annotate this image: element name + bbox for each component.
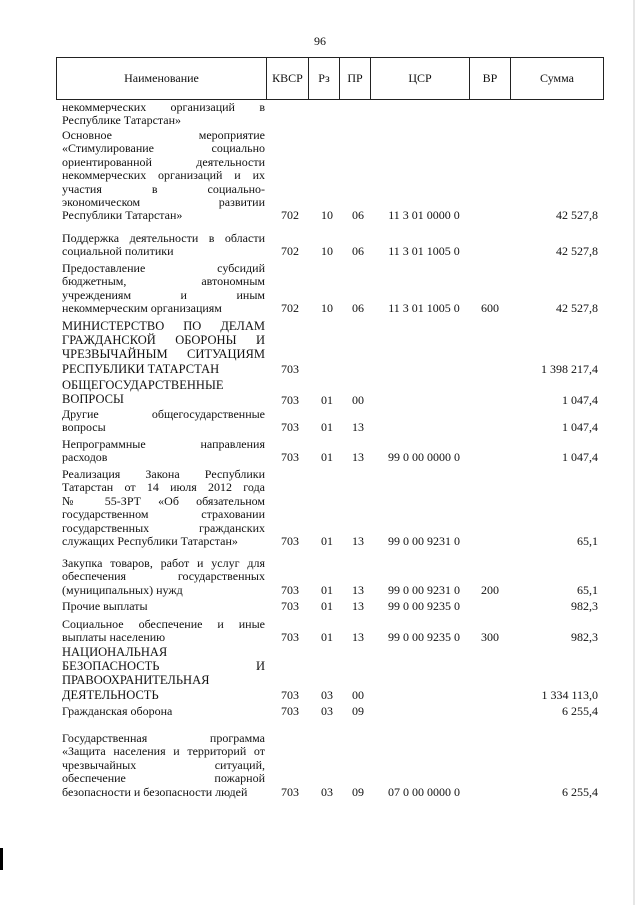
cell-csr: 11 3 01 0000 0 bbox=[388, 208, 460, 223]
cell-rz: 01 bbox=[321, 533, 333, 548]
cell-rz: 01 bbox=[321, 630, 333, 645]
cell-pr: 13 bbox=[352, 533, 364, 548]
row-name-line: некоммерческим организациям bbox=[62, 301, 222, 316]
row-name-line: Гражданская оборона bbox=[62, 704, 173, 718]
row-name bbox=[62, 600, 265, 613]
row-name-line: выплаты населению bbox=[62, 630, 166, 645]
row-name-line: Республики Татарстан» bbox=[62, 208, 183, 223]
cell-kvsr: 703 bbox=[281, 533, 299, 548]
cell-sum: 982,3 bbox=[571, 630, 598, 645]
row-name bbox=[62, 379, 265, 407]
row-name-line: ГРАЖДАНСКОЙ ОБОРОНЫ И bbox=[62, 333, 265, 348]
row-name-line: обеспечение пожарной bbox=[62, 771, 265, 786]
cell-pr: 00 bbox=[352, 392, 364, 407]
row-name-line: НАЦИОНАЛЬНАЯ bbox=[62, 645, 168, 659]
header-pr: ПР bbox=[340, 58, 371, 100]
cell-pr: 06 bbox=[352, 301, 364, 316]
table-row bbox=[0, 262, 640, 316]
table-row bbox=[0, 557, 640, 597]
cell-kvsr: 703 bbox=[281, 362, 299, 377]
cell-kvsr: 702 bbox=[281, 301, 299, 316]
cell-kvsr: 703 bbox=[281, 784, 299, 799]
table-row bbox=[0, 468, 640, 548]
cell-pr: 00 bbox=[352, 688, 364, 703]
cell-rz: 03 bbox=[321, 688, 333, 703]
row-name-line: некоммерческих организаций в bbox=[62, 100, 265, 114]
cell-pr: 06 bbox=[352, 244, 364, 259]
row-name bbox=[62, 557, 265, 597]
cell-sum: 6 255,4 bbox=[562, 703, 598, 718]
cell-vr: 300 bbox=[481, 630, 499, 645]
row-name bbox=[62, 438, 265, 465]
cell-pr: 13 bbox=[352, 598, 364, 613]
cell-kvsr: 702 bbox=[281, 208, 299, 223]
row-name-line: «Стимулирование социально bbox=[62, 141, 265, 156]
cell-csr: 11 3 01 1005 0 bbox=[388, 244, 460, 259]
table-row bbox=[0, 129, 640, 223]
cell-rz: 10 bbox=[321, 208, 333, 223]
table-row bbox=[0, 101, 640, 128]
header-name: Наименование bbox=[57, 58, 267, 100]
row-name-line: обеспечения государственных bbox=[62, 569, 265, 584]
row-name bbox=[62, 101, 265, 128]
header-rz: Рз bbox=[309, 58, 340, 100]
row-name-line: ЧРЕЗВЫЧАЙНЫМ СИТУАЦИЯМ bbox=[62, 347, 265, 362]
cell-csr: 99 0 00 0000 0 bbox=[388, 450, 460, 465]
cell-pr: 06 bbox=[352, 208, 364, 223]
cell-kvsr: 703 bbox=[281, 630, 299, 645]
row-name-line: Прочие выплаты bbox=[62, 599, 148, 613]
row-name-line: «Защита населения и территорий от bbox=[62, 744, 265, 759]
row-name-line: БЕЗОПАСНОСТЬ И bbox=[62, 659, 265, 674]
cell-csr: 07 0 00 0000 0 bbox=[388, 784, 460, 799]
row-name-line: государственных гражданских bbox=[62, 520, 265, 535]
cell-sum: 42 527,8 bbox=[556, 244, 598, 259]
header-kvsr: КВСР bbox=[267, 58, 309, 100]
row-name-line: Социальное обеспечение и иные bbox=[62, 617, 265, 631]
row-name-line: служащих Республики Татарстан» bbox=[62, 533, 238, 548]
cell-pr: 13 bbox=[352, 420, 364, 435]
cell-rz: 03 bbox=[321, 784, 333, 799]
row-name-line: участия в социально- bbox=[62, 181, 265, 196]
cell-sum: 65,1 bbox=[577, 582, 598, 597]
row-name-line: государственном страховании bbox=[62, 507, 265, 522]
cell-pr: 09 bbox=[352, 784, 364, 799]
cell-kvsr: 703 bbox=[281, 582, 299, 597]
row-name-line: Непрограммные направления bbox=[62, 437, 265, 451]
cell-pr: 09 bbox=[352, 703, 364, 718]
cell-kvsr: 703 bbox=[281, 598, 299, 613]
row-name-line: учреждениям и иным bbox=[62, 287, 265, 302]
cell-sum: 1 047,4 bbox=[562, 392, 598, 407]
row-name-line: (муниципальных) нужд bbox=[62, 582, 183, 597]
row-name bbox=[62, 468, 265, 548]
row-name-line: РЕСПУБЛИКИ ТАТАРСТАН bbox=[62, 361, 220, 376]
table-row bbox=[0, 618, 640, 645]
row-name-line: Закупка товаров, работ и услуг для bbox=[62, 556, 265, 570]
scan-edge-mark bbox=[0, 848, 3, 870]
row-name-line: ориентированной деятельности bbox=[62, 154, 265, 169]
row-name-line: бюджетным, автономным bbox=[62, 274, 265, 289]
header-csr: ЦСР bbox=[371, 58, 470, 100]
row-name-line: Основное мероприятие bbox=[62, 128, 265, 142]
row-name-line: Татарстан от 14 июля 2012 года bbox=[62, 480, 265, 495]
cell-sum: 6 255,4 bbox=[562, 784, 598, 799]
cell-sum: 1 047,4 bbox=[562, 450, 598, 465]
page-number: 96 bbox=[314, 34, 326, 48]
row-name-line: ВОПРОСЫ bbox=[62, 392, 124, 407]
row-name bbox=[62, 618, 265, 645]
cell-csr: 99 0 00 9231 0 bbox=[388, 533, 460, 548]
cell-rz: 01 bbox=[321, 420, 333, 435]
row-name bbox=[62, 646, 265, 703]
row-name-line: Поддержка деятельности в области bbox=[62, 231, 265, 245]
cell-csr: 99 0 00 9231 0 bbox=[388, 582, 460, 597]
cell-sum: 982,3 bbox=[571, 598, 598, 613]
header-vr: ВР bbox=[470, 58, 511, 100]
row-name-line: вопросы bbox=[62, 420, 106, 435]
cell-sum: 42 527,8 bbox=[556, 208, 598, 223]
table-row bbox=[0, 646, 640, 703]
row-name-line: ПРАВООХРАНИТЕЛЬНАЯ bbox=[62, 673, 210, 688]
table-row bbox=[0, 379, 640, 407]
row-name bbox=[62, 408, 265, 435]
cell-rz: 03 bbox=[321, 703, 333, 718]
cell-csr: 11 3 01 1005 0 bbox=[388, 301, 460, 316]
cell-sum: 1 334 113,0 bbox=[541, 688, 598, 703]
cell-kvsr: 703 bbox=[281, 450, 299, 465]
row-name-line: экономическом развитии bbox=[62, 194, 265, 209]
cell-sum: 65,1 bbox=[577, 533, 598, 548]
row-name bbox=[62, 262, 265, 316]
header-sum: Сумма bbox=[511, 58, 604, 100]
table-row bbox=[0, 732, 640, 799]
row-name-line: некоммерческих организаций и их bbox=[62, 168, 265, 183]
cell-vr: 600 bbox=[481, 301, 499, 316]
cell-rz: 01 bbox=[321, 582, 333, 597]
cell-rz: 01 bbox=[321, 450, 333, 465]
cell-sum: 1 398 217,4 bbox=[541, 362, 598, 377]
table-row bbox=[0, 438, 640, 465]
row-name bbox=[62, 129, 265, 223]
cell-pr: 13 bbox=[352, 630, 364, 645]
table-row bbox=[0, 408, 640, 435]
cell-csr: 99 0 00 9235 0 bbox=[388, 598, 460, 613]
row-name-line: Предоставление субсидий bbox=[62, 261, 265, 275]
table-row bbox=[0, 705, 640, 718]
row-name-line: социальной политики bbox=[62, 244, 174, 259]
row-name-line: МИНИСТЕРСТВО ПО ДЕЛАМ bbox=[62, 319, 265, 333]
row-name-line: чрезвычайных ситуаций, bbox=[62, 757, 265, 772]
row-name-line: безопасности и безопасности людей bbox=[62, 784, 248, 799]
table-row bbox=[0, 320, 640, 377]
row-name-line: Реализация Закона Республики bbox=[62, 467, 265, 481]
cell-kvsr: 703 bbox=[281, 392, 299, 407]
cell-kvsr: 703 bbox=[281, 703, 299, 718]
table-row bbox=[0, 600, 640, 613]
row-name bbox=[62, 705, 265, 718]
row-name-line: Другие общегосударственные bbox=[62, 407, 265, 421]
row-name bbox=[62, 320, 265, 377]
row-name-line: Республике Татарстан» bbox=[62, 113, 182, 128]
row-name-line: расходов bbox=[62, 450, 108, 465]
cell-rz: 10 bbox=[321, 301, 333, 316]
cell-rz: 01 bbox=[321, 392, 333, 407]
cell-pr: 13 bbox=[352, 582, 364, 597]
cell-vr: 200 bbox=[481, 582, 499, 597]
cell-csr: 99 0 00 9235 0 bbox=[388, 630, 460, 645]
cell-sum: 42 527,8 bbox=[556, 301, 598, 316]
cell-pr: 13 bbox=[352, 450, 364, 465]
cell-kvsr: 703 bbox=[281, 688, 299, 703]
table-row bbox=[0, 232, 640, 259]
row-name-line: Государственная программа bbox=[62, 731, 265, 745]
cell-sum: 1 047,4 bbox=[562, 420, 598, 435]
cell-kvsr: 702 bbox=[281, 244, 299, 259]
scan-right-edge bbox=[633, 0, 635, 905]
row-name-line: ДЕЯТЕЛЬНОСТЬ bbox=[62, 687, 159, 702]
cell-rz: 01 bbox=[321, 598, 333, 613]
row-name-line: ОБЩЕГОСУДАРСТВЕННЫЕ bbox=[62, 378, 224, 392]
row-name bbox=[62, 732, 265, 799]
cell-rz: 10 bbox=[321, 244, 333, 259]
row-name bbox=[62, 232, 265, 259]
row-name-line: № 55-ЗРТ «Об обязательном bbox=[62, 493, 265, 508]
cell-kvsr: 703 bbox=[281, 420, 299, 435]
